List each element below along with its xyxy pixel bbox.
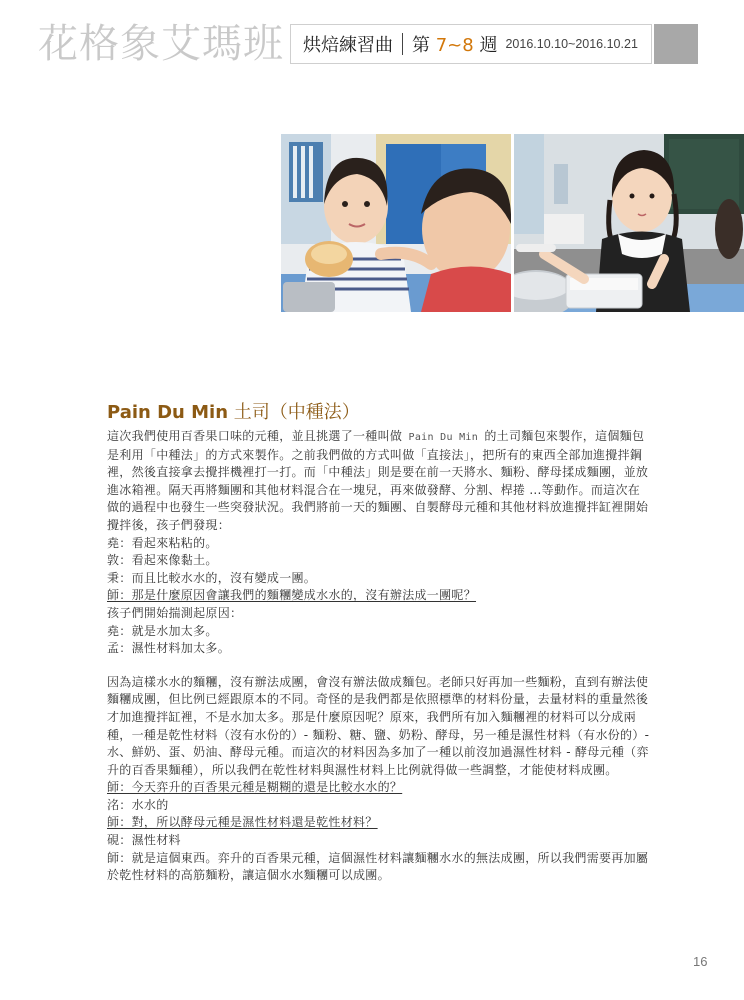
week-label — [412, 31, 497, 57]
section-title-en: Pain Du Min — [107, 402, 229, 423]
week-range: 7~8 — [435, 35, 474, 56]
section-title — [107, 398, 360, 424]
dialogue-line: 秉：而且比較水水的，沒有變成一團。 — [107, 570, 317, 585]
header-gray-block — [654, 24, 698, 64]
intro-paragraph — [107, 428, 652, 535]
dialogue-line: 堯：看起來粘粘的。 — [107, 535, 218, 550]
intro-text-a: 這次我們使用百香果口味的元種，並且挑選了一種叫做 — [107, 429, 403, 443]
dialogue-line: 孟：濕性材料加太多。 — [107, 641, 231, 656]
dialogue-line: 堯：就是水加太多。 — [107, 623, 218, 638]
dialogue-line: 硯：濕性材料 — [107, 833, 181, 848]
conclusion-paragraph: 師：就是這個東西。弈升的百香果元種，這個濕性材料讓麵糰水水的無法成團，所以我們需要再加屬於乾性材料的高筋麵粉，讓這個水水麵糰可以成團。 — [107, 850, 649, 883]
explanation-paragraph: 因為這樣水水的麵糰，沒有辦法成團，會沒有辦法做成麵包。老師只好再加一些麵粉，直到有辦法使麵糰成團，但比例已經跟原本的不同。奇怪的是我們都是依照標準的材料份量，去量材料的重量然後才加進攪拌缸裡，不是水加太多。那是什麼原因呢？原來，我們所有加入麵糰裡的材料可以分成兩種，一種是乾性材料（沒有水份的）- 麵粉、糖、鹽、奶粉、酵母，另一種是濕性材料（有水份的）- 水、鮮奶、蛋、奶油、酵母元種。而這次的材料因為多加了一種以前沒加過濕性材料 - 酵母元種（弈升的百香果麵種），所以我們在乾性材料與濕性材料上比例就得做一些調整，才能使材料成團。 — [107, 674, 650, 777]
girl-kneading-dough-photo — [514, 134, 744, 312]
dialogue-line: 洺：水水的 — [107, 797, 169, 812]
header-divider — [402, 33, 403, 55]
header-info-box — [290, 24, 652, 64]
paragraph-gap — [107, 658, 652, 674]
date-range: 2016.10.10~2016.10.21 — [505, 37, 638, 51]
song-title: 烘焙練習曲 — [303, 35, 393, 56]
dialogue-line: 敦：看起來像黏土。 — [107, 553, 218, 568]
children-sharing-bread-photo — [281, 134, 511, 312]
teacher-question: 師：今天弈升的百香果元種是糊糊的還是比較水水的？ — [107, 780, 403, 795]
page-number: 16 — [693, 954, 708, 969]
bread-term: Pain Du Min — [402, 432, 485, 443]
week-prefix: 第 — [412, 35, 436, 56]
article-body — [107, 428, 652, 885]
week-suffix: 週 — [473, 35, 498, 56]
class-name-heading: 花格象艾瑪班 — [38, 21, 284, 67]
dialogue-line: 孩子們開始揣測起原因： — [107, 605, 243, 620]
section-title-zh: 土司（中種法） — [228, 402, 360, 423]
teacher-question: 師：那是什麼原因會讓我們的麵糰變成水水的，沒有辦法成一團呢？ — [107, 588, 477, 603]
teacher-question: 師：對，所以酵母元種是濕性材料還是乾性材料？ — [107, 815, 378, 830]
intro-text-b: 的土司麵包來製作，這個麵包是利用「中種法」的方式來製作。之前我們做的方式叫做「直接法」，把所有的東西全部加進攪拌鋼裡，然後直接拿去攪拌機裡打一打。而「中種法」則是要在前一天將水、麵粉、酵母揉成麵團，並放進冰箱裡。隔天再將麵團和其他材料混合在一塊兒，再來做發酵、分割、桿捲 ...等動作。而這次在做的過程中也發生一些突發狀況。我們將前一天的麵團、自製酵母元種和其他材料放進攪拌缸裡開始攪拌後，孩子們發現： — [107, 429, 649, 532]
